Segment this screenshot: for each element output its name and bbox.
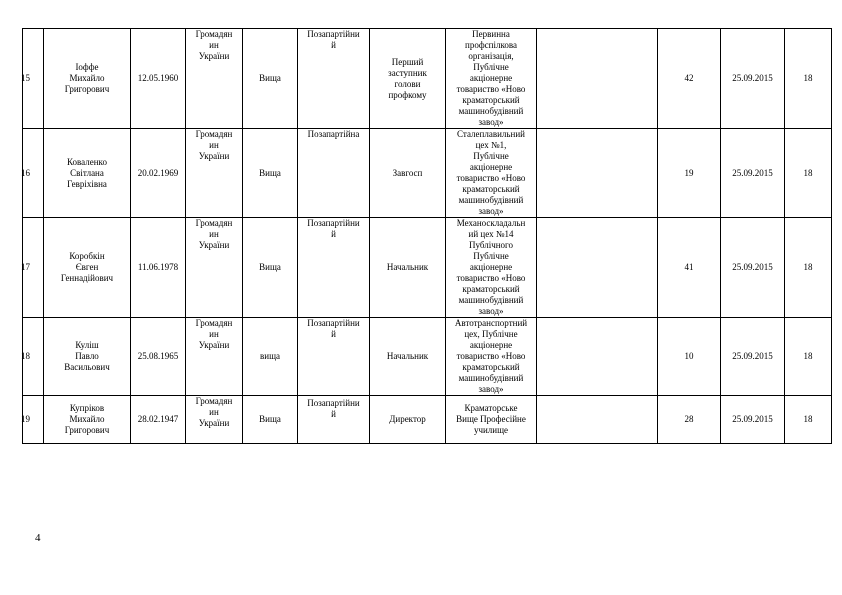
row-number-cell: 19 bbox=[23, 396, 44, 444]
registration-date-cell: 25.09.2015 bbox=[721, 318, 785, 396]
district-number-cell: 18 bbox=[785, 318, 832, 396]
table-row bbox=[23, 218, 832, 318]
birth-date-cell: 28.02.1947 bbox=[131, 396, 186, 444]
count-cell: 41 bbox=[658, 218, 721, 318]
count-cell: 19 bbox=[658, 129, 721, 218]
party-cell: Позапартійна bbox=[298, 129, 370, 218]
workplace-cell: Первинна профспілкова організація, Публічне акціонерне товариство «Ново краматорський машинобудівний завод» bbox=[446, 29, 537, 129]
full-name-cell: Коваленко Світлана Геврiхiвна bbox=[44, 129, 131, 218]
workplace-cell: Краматорське Вище Професійне училище bbox=[446, 396, 537, 444]
workplace-cell: Механоскладальн ий цех №14 Публічного Публічне акціонерне товариство «Ново краматорський машинобудівний завод» bbox=[446, 218, 537, 318]
citizenship-cell: Громадян ин України bbox=[186, 318, 243, 396]
birth-date-cell: 20.02.1969 bbox=[131, 129, 186, 218]
citizenship-cell: Громадян ин України bbox=[186, 129, 243, 218]
district-number-cell: 18 bbox=[785, 396, 832, 444]
party-cell: Позапартійни й bbox=[298, 396, 370, 444]
position-cell: Перший заступник голови профкому bbox=[370, 29, 446, 129]
row-number-cell: 18 bbox=[23, 318, 44, 396]
education-cell: вища bbox=[243, 318, 298, 396]
citizenship-cell: Громадян ин України bbox=[186, 396, 243, 444]
position-cell: Директор bbox=[370, 396, 446, 444]
position-cell: Начальник bbox=[370, 218, 446, 318]
registration-date-cell: 25.09.2015 bbox=[721, 29, 785, 129]
full-name-cell: Куліш Павло Васильович bbox=[44, 318, 131, 396]
party-cell: Позапартійни й bbox=[298, 218, 370, 318]
page-number: 4 bbox=[35, 532, 41, 544]
empty-cell bbox=[537, 29, 658, 129]
workplace-cell: Сталеплавильний цех №1, Публічне акціонерне товариство «Ново краматорський машинобудівний завод» bbox=[446, 129, 537, 218]
full-name-cell: Коробкін Євген Геннадійович bbox=[44, 218, 131, 318]
education-cell: Вища bbox=[243, 129, 298, 218]
count-cell: 10 bbox=[658, 318, 721, 396]
citizenship-cell: Громадян ин України bbox=[186, 29, 243, 129]
district-number-cell: 18 bbox=[785, 218, 832, 318]
empty-cell bbox=[537, 218, 658, 318]
birth-date-cell: 11.06.1978 bbox=[131, 218, 186, 318]
birth-date-cell: 25.08.1965 bbox=[131, 318, 186, 396]
row-number-cell: 16 bbox=[23, 129, 44, 218]
full-name-cell: Купріков Михайло Григорович bbox=[44, 396, 131, 444]
empty-cell bbox=[537, 396, 658, 444]
workplace-cell: Автотранспортний цех, Публічне акціонерне товариство «Ново краматорський машинобудівний завод» bbox=[446, 318, 537, 396]
citizenship-cell: Громадян ин України bbox=[186, 218, 243, 318]
registration-date-cell: 25.09.2015 bbox=[721, 396, 785, 444]
party-cell: Позапартійни й bbox=[298, 29, 370, 129]
district-number-cell: 18 bbox=[785, 29, 832, 129]
education-cell: Вища bbox=[243, 396, 298, 444]
education-cell: Вища bbox=[243, 29, 298, 129]
position-cell: Завгосп bbox=[370, 129, 446, 218]
row-number-cell: 17 bbox=[23, 218, 44, 318]
education-cell: Вища bbox=[243, 218, 298, 318]
table-row bbox=[23, 318, 832, 396]
count-cell: 28 bbox=[658, 396, 721, 444]
full-name-cell: Іоффе Михайло Григорович bbox=[44, 29, 131, 129]
position-cell: Начальник bbox=[370, 318, 446, 396]
empty-cell bbox=[537, 129, 658, 218]
party-cell: Позапартійни й bbox=[298, 318, 370, 396]
table-row bbox=[23, 29, 832, 129]
table-row bbox=[23, 129, 832, 218]
empty-cell bbox=[537, 318, 658, 396]
birth-date-cell: 12.05.1960 bbox=[131, 29, 186, 129]
registration-date-cell: 25.09.2015 bbox=[721, 218, 785, 318]
district-number-cell: 18 bbox=[785, 129, 832, 218]
table-row bbox=[23, 396, 832, 444]
candidates-table bbox=[22, 28, 832, 444]
count-cell: 42 bbox=[658, 29, 721, 129]
registration-date-cell: 25.09.2015 bbox=[721, 129, 785, 218]
row-number-cell: 15 bbox=[23, 29, 44, 129]
